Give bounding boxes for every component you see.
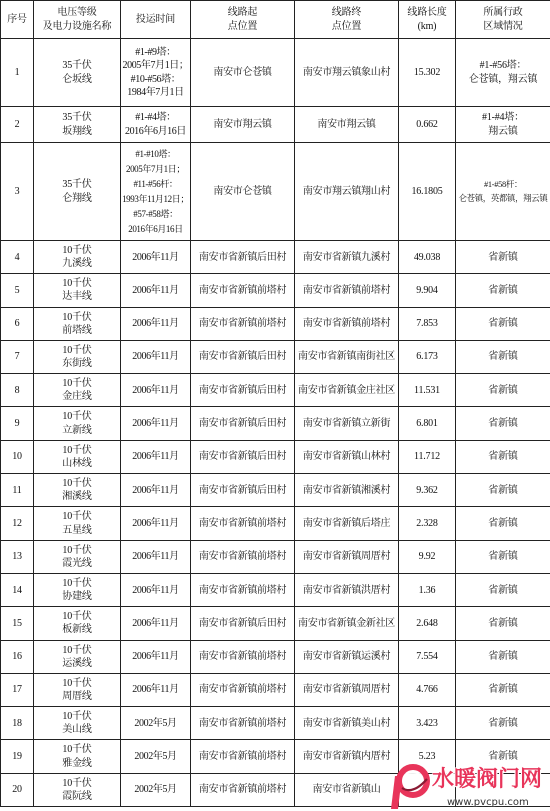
cell-end-location: 南安市省新镇周厝村 xyxy=(295,673,399,706)
cell-facility-name: 10千伏 运溪线 xyxy=(34,640,121,673)
cell-start-location: 南安市省新镇前塔村 xyxy=(191,707,295,740)
cell-facility-name: 10千伏 雅金线 xyxy=(34,740,121,773)
cell-row-number: 20 xyxy=(1,773,34,806)
cell-line-length: 11.531 xyxy=(399,374,456,407)
cell-end-location: 南安市翔云镇象山村 xyxy=(295,39,399,107)
cell-start-location: 南安市省新镇后田村 xyxy=(191,241,295,274)
table-row xyxy=(1,307,550,340)
cell-commissioning-time: #1-#9塔： 2005年7月1日； #10-#56塔： 1984年7月1日 xyxy=(121,39,191,107)
cell-start-location: 南安市省新镇后田村 xyxy=(191,607,295,640)
watermark-text: 水暖阀门网 xyxy=(432,767,543,792)
header-admin-region: 所属行政 区域情况 xyxy=(456,1,550,39)
table-row xyxy=(1,39,550,107)
cell-commissioning-time: 2006年11月 xyxy=(121,607,191,640)
table-row xyxy=(1,640,550,673)
cell-start-location: 南安市省新镇前塔村 xyxy=(191,307,295,340)
cell-end-location: 南安市省新镇美山村 xyxy=(295,707,399,740)
cell-start-location: 南安市省新镇前塔村 xyxy=(191,773,295,806)
cell-start-location: 南安市省新镇后田村 xyxy=(191,407,295,440)
cell-row-number: 8 xyxy=(1,374,34,407)
table-row xyxy=(1,274,550,307)
cell-start-location: 南安市省新镇前塔村 xyxy=(191,274,295,307)
cell-commissioning-time: 2006年11月 xyxy=(121,640,191,673)
cell-line-length: 9.92 xyxy=(399,540,456,573)
cell-line-length: 49.038 xyxy=(399,241,456,274)
cell-line-length: 7.554 xyxy=(399,640,456,673)
cell-admin-region: #1-#4塔： 翔云镇 xyxy=(456,107,550,143)
cell-admin-region: 省新镇 xyxy=(456,540,550,573)
cell-admin-region: 省新镇 xyxy=(456,607,550,640)
cell-facility-name: 10千伏 九溪线 xyxy=(34,241,121,274)
cell-end-location: 南安市省新镇洪厝村 xyxy=(295,573,399,606)
cell-commissioning-time: 2006年11月 xyxy=(121,507,191,540)
cell-end-location: 南安市省新镇立新街 xyxy=(295,407,399,440)
cell-commissioning-time: 2006年11月 xyxy=(121,307,191,340)
cell-admin-region: 省新镇 xyxy=(456,640,550,673)
cell-line-length: 0.662 xyxy=(399,107,456,143)
cell-line-length: 7.853 xyxy=(399,307,456,340)
cell-facility-name: 10千伏 达丰线 xyxy=(34,274,121,307)
table-row xyxy=(1,707,550,740)
table-row xyxy=(1,474,550,507)
header-commissioning-time: 投运时间 xyxy=(121,1,191,39)
cell-end-location: 南安市省新镇山 xyxy=(295,773,399,806)
cell-admin-region: 省新镇 xyxy=(456,241,550,274)
cell-line-length: 9.904 xyxy=(399,274,456,307)
cell-start-location: 南安市省新镇前塔村 xyxy=(191,740,295,773)
cell-facility-name: 35千伏 仑坂线 xyxy=(34,39,121,107)
cell-commissioning-time: 2006年11月 xyxy=(121,274,191,307)
cell-end-location: 南安市翔云镇 xyxy=(295,107,399,143)
cell-facility-name: 10千伏 前塔线 xyxy=(34,307,121,340)
table-row xyxy=(1,573,550,606)
cell-line-length: 2.328 xyxy=(399,507,456,540)
cell-line-length: 15.302 xyxy=(399,39,456,107)
cell-admin-region: 省新镇 xyxy=(456,740,550,773)
cell-row-number: 7 xyxy=(1,340,34,373)
cell-admin-region: 省新镇 xyxy=(456,374,550,407)
cell-line-length: 4.766 xyxy=(399,673,456,706)
cell-commissioning-time: 2006年11月 xyxy=(121,241,191,274)
cell-commissioning-time: 2006年11月 xyxy=(121,340,191,373)
cell-commissioning-time: 2006年11月 xyxy=(121,673,191,706)
cell-facility-name: 10千伏 湘溪线 xyxy=(34,474,121,507)
cell-start-location: 南安市省新镇前塔村 xyxy=(191,573,295,606)
header-row-number: 序号 xyxy=(1,1,34,39)
cell-commissioning-time: 2006年11月 xyxy=(121,573,191,606)
table-row xyxy=(1,673,550,706)
cell-admin-region: 省新镇 xyxy=(456,707,550,740)
cell-end-location: 南安市省新镇九溪村 xyxy=(295,241,399,274)
cell-admin-region: 省新镇 xyxy=(456,340,550,373)
cell-facility-name: 10千伏 山林线 xyxy=(34,440,121,473)
cell-start-location: 南安市省新镇前塔村 xyxy=(191,540,295,573)
header-start-location: 线路起 点位置 xyxy=(191,1,295,39)
cell-line-length: 2.648 xyxy=(399,607,456,640)
cell-row-number: 15 xyxy=(1,607,34,640)
cell-start-location: 南安市仑苍镇 xyxy=(191,143,295,241)
header-end-location: 线路终 点位置 xyxy=(295,1,399,39)
cell-start-location: 南安市翔云镇 xyxy=(191,107,295,143)
cell-admin-region: #1-#56塔： 仑苍镇，翔云镇 xyxy=(456,39,550,107)
cell-row-number: 3 xyxy=(1,143,34,241)
table-row xyxy=(1,143,550,241)
cell-facility-name: 10千伏 协建线 xyxy=(34,573,121,606)
table-row xyxy=(1,507,550,540)
cell-facility-name: 35千伏 仑翔线 xyxy=(34,143,121,241)
cell-facility-name: 10千伏 霞阮线 xyxy=(34,773,121,806)
table-row xyxy=(1,340,550,373)
cell-facility-name: 10千伏 周厝线 xyxy=(34,673,121,706)
cell-admin-region: 省新镇 xyxy=(456,274,550,307)
cell-row-number: 18 xyxy=(1,707,34,740)
cell-facility-name: 10千伏 霞光线 xyxy=(34,540,121,573)
cell-row-number: 2 xyxy=(1,107,34,143)
cell-row-number: 14 xyxy=(1,573,34,606)
cell-row-number: 10 xyxy=(1,440,34,473)
cell-admin-region: 省新镇 xyxy=(456,407,550,440)
cell-commissioning-time: 2002年5月 xyxy=(121,773,191,806)
cell-start-location: 南安市省新镇后田村 xyxy=(191,340,295,373)
cell-start-location: 南安市省新镇后田村 xyxy=(191,440,295,473)
header-line-length: 线路长度 (km) xyxy=(399,1,456,39)
cell-commissioning-time: 2006年11月 xyxy=(121,540,191,573)
cell-row-number: 1 xyxy=(1,39,34,107)
cell-end-location: 南安市省新镇前塔村 xyxy=(295,274,399,307)
cell-start-location: 南安市仑苍镇 xyxy=(191,39,295,107)
cell-admin-region: 省新镇 xyxy=(456,307,550,340)
cell-end-location: 南安市省新镇湘溪村 xyxy=(295,474,399,507)
cell-facility-name: 10千伏 板新线 xyxy=(34,607,121,640)
cell-admin-region: 省新镇 xyxy=(456,440,550,473)
cell-line-length: 6.801 xyxy=(399,407,456,440)
cell-end-location: 南安市省新镇后塔庄 xyxy=(295,507,399,540)
cell-admin-region: 省新镇 xyxy=(456,573,550,606)
cell-end-location: 南安市翔云镇翔山村 xyxy=(295,143,399,241)
cell-start-location: 南安市省新镇前塔村 xyxy=(191,673,295,706)
table-row xyxy=(1,374,550,407)
table-body xyxy=(1,39,550,807)
table-row xyxy=(1,107,550,143)
cell-line-length: 1.36 xyxy=(399,573,456,606)
cell-start-location: 南安市省新镇后田村 xyxy=(191,374,295,407)
table-header xyxy=(1,1,550,39)
header-row xyxy=(1,1,550,39)
header-facility-name: 电压等级 及电力设施名称 xyxy=(34,1,121,39)
cell-line-length: 3.423 xyxy=(399,707,456,740)
cell-row-number: 9 xyxy=(1,407,34,440)
cell-admin-region: #1-#58杆： 仑苍镇，英都镇，翔云镇 xyxy=(456,143,550,241)
cell-admin-region: 省新镇 xyxy=(456,673,550,706)
cell-start-location: 南安市省新镇后田村 xyxy=(191,474,295,507)
cell-facility-name: 10千伏 五星线 xyxy=(34,507,121,540)
cell-row-number: 6 xyxy=(1,307,34,340)
cell-row-number: 17 xyxy=(1,673,34,706)
cell-facility-name: 10千伏 立新线 xyxy=(34,407,121,440)
cell-line-length: 6.173 xyxy=(399,340,456,373)
cell-end-location: 南安市省新镇南街社区 xyxy=(295,340,399,373)
cell-end-location: 南安市省新镇内厝村 xyxy=(295,740,399,773)
watermark-url: www.pvcpu.com xyxy=(447,797,529,808)
cell-end-location: 南安市省新镇金新社区 xyxy=(295,607,399,640)
cell-commissioning-time: 2006年11月 xyxy=(121,374,191,407)
cell-row-number: 5 xyxy=(1,274,34,307)
cell-line-length: 9.362 xyxy=(399,474,456,507)
cell-facility-name: 10千伏 东街线 xyxy=(34,340,121,373)
cell-commissioning-time: 2006年11月 xyxy=(121,440,191,473)
cell-facility-name: 10千伏 美山线 xyxy=(34,707,121,740)
cell-admin-region: 省新镇 xyxy=(456,474,550,507)
cell-row-number: 12 xyxy=(1,507,34,540)
table-row xyxy=(1,440,550,473)
cell-end-location: 南安市省新镇运溪村 xyxy=(295,640,399,673)
p-logo-icon xyxy=(386,762,432,810)
cell-commissioning-time: 2006年11月 xyxy=(121,474,191,507)
cell-start-location: 南安市省新镇前塔村 xyxy=(191,640,295,673)
cell-commissioning-time: 2002年5月 xyxy=(121,740,191,773)
cell-line-length: 16.1805 xyxy=(399,143,456,241)
cell-admin-region: 省新镇 xyxy=(456,507,550,540)
table-row xyxy=(1,607,550,640)
cell-row-number: 11 xyxy=(1,474,34,507)
cell-commissioning-time: 2006年11月 xyxy=(121,407,191,440)
cell-row-number: 19 xyxy=(1,740,34,773)
cell-commissioning-time: #1-#10塔： 2005年7月1日； #11-#56杆： 1993年11月12日； #57-#58塔： 2016年6月16日 xyxy=(121,143,191,241)
cell-row-number: 4 xyxy=(1,241,34,274)
cell-line-length: 5.23 xyxy=(399,740,456,773)
cell-commissioning-time: 2002年5月 xyxy=(121,707,191,740)
cell-facility-name: 10千伏 金庄线 xyxy=(34,374,121,407)
cell-end-location: 南安市省新镇金庄社区 xyxy=(295,374,399,407)
table-row xyxy=(1,540,550,573)
cell-row-number: 16 xyxy=(1,640,34,673)
cell-commissioning-time: #1-#4塔： 2016年6月16日 xyxy=(121,107,191,143)
cell-facility-name: 35千伏 坂翔线 xyxy=(34,107,121,143)
table-row xyxy=(1,407,550,440)
table-row xyxy=(1,241,550,274)
cell-end-location: 南安市省新镇周厝村 xyxy=(295,540,399,573)
cell-row-number: 13 xyxy=(1,540,34,573)
cell-start-location: 南安市省新镇前塔村 xyxy=(191,507,295,540)
cell-end-location: 南安市省新镇山林村 xyxy=(295,440,399,473)
cell-end-location: 南安市省新镇前塔村 xyxy=(295,307,399,340)
cell-line-length: 11.712 xyxy=(399,440,456,473)
